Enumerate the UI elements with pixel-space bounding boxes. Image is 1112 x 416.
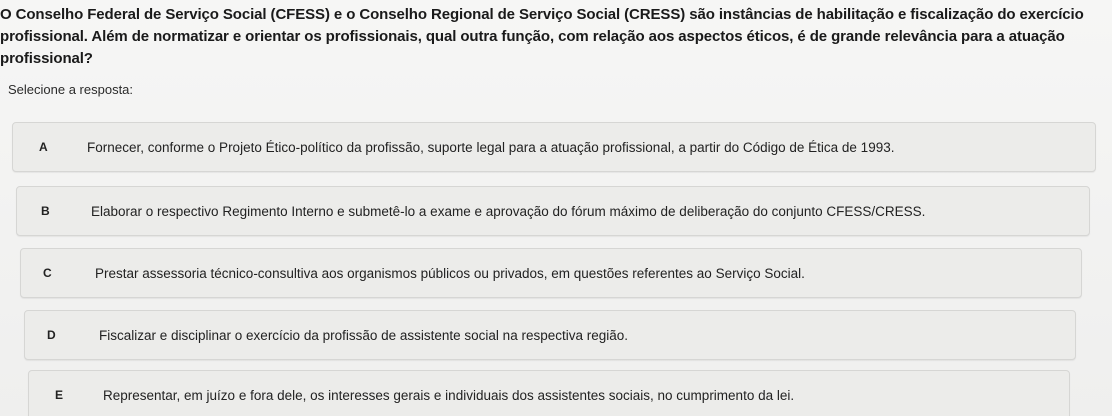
option-text: Elaborar o respectivo Regimento Interno e submetê-lo a exame e aprovação do fórum máximo de deliberação do conjunto CFESS/CRESS.	[91, 203, 926, 219]
question-text: O Conselho Federal de Serviço Social (CFESS) e o Conselho Regional de Serviço Social (CRESS) são instâncias de habilitação e fiscalização do exercício profissional. Além de normatizar e orientar os profissionais, qual outra função, com relação aos aspectos éticos, é de grande relevância para a atuação profissional?	[0, 6, 1084, 67]
answer-prompt: Selecione a resposta:	[8, 82, 134, 97]
option-text: Fornecer, conforme o Projeto Ético-político da profissão, suporte legal para a atuação profissional, a partir do Código de Ética de 1993.	[87, 139, 895, 155]
answer-option-b[interactable]	[16, 186, 1090, 236]
option-letter: E	[55, 388, 64, 402]
option-text: Representar, em juízo e fora dele, os interesses gerais e individuais dos assistentes sociais, no cumprimento da lei.	[103, 387, 795, 403]
option-text: Fiscalizar e disciplinar o exercício da profissão de assistente social na respectiva região.	[99, 327, 629, 343]
answer-option-d[interactable]	[24, 310, 1076, 360]
option-text: Prestar assessoria técnico-consultiva aos organismos públicos ou privados, em questões referentes ao Serviço Social.	[95, 265, 805, 281]
answer-option-c[interactable]	[20, 248, 1082, 298]
option-letter: A	[39, 140, 48, 154]
option-letter: B	[41, 204, 50, 218]
answer-option-e[interactable]	[28, 370, 1070, 416]
option-letter: C	[43, 266, 52, 280]
option-letter: D	[47, 328, 56, 342]
answer-option-a[interactable]	[12, 122, 1096, 172]
